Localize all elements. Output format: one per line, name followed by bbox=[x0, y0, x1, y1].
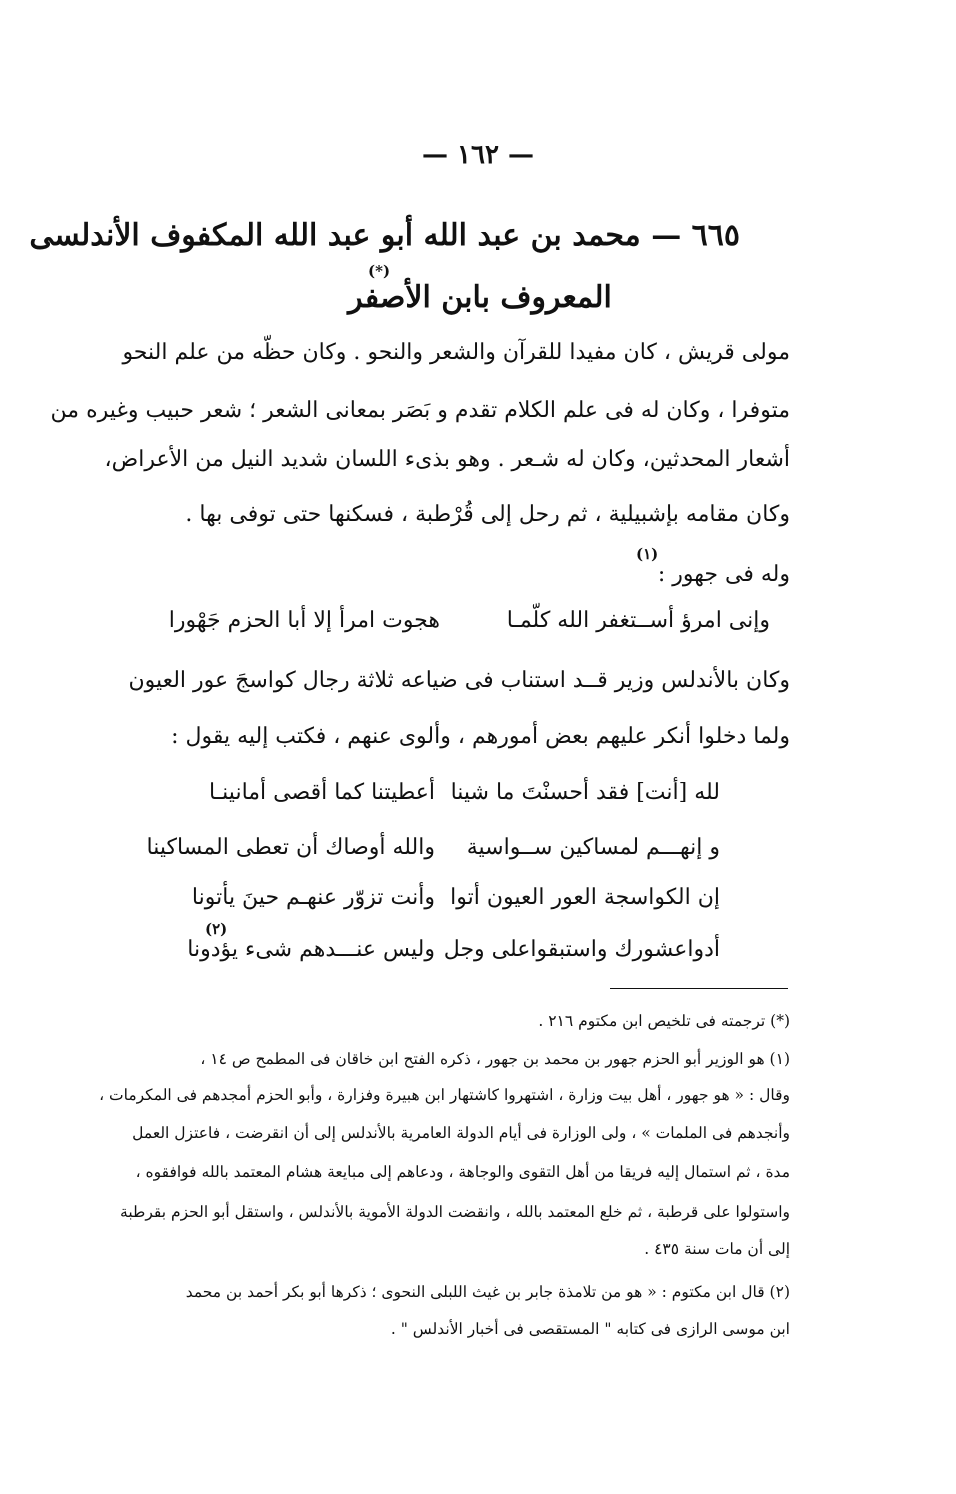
footnote-1-line-6: إلى أن مات سنة ٤٣٥ . bbox=[644, 1240, 790, 1258]
verse-2-right: لله [أنت] فقد أحسنْتَ ما شينا bbox=[450, 780, 720, 805]
footnote-1-line-4: مدة ، ثم استمال إليه فريقا من أهل التقوى والوجاهة ، ودعاهم إلى مبايعة هشام المعتمد بالله فوافقوه ، bbox=[135, 1163, 790, 1181]
poem-intro: وله فى جهور : bbox=[657, 562, 790, 587]
title-footnote-mark: (*) bbox=[368, 262, 391, 280]
body-line-5: وكان بالأندلس وزير قــد استناب فى ضياعه ثلاثة رجال كواسجَ عور العيون bbox=[128, 668, 790, 693]
verse-3-left: والله أوصاك أن تعطى المساكينا bbox=[146, 835, 435, 860]
verse-2-left: أعطيتنا كما أقصى أمانينـا bbox=[209, 780, 435, 805]
footnote-divider bbox=[610, 988, 788, 989]
footnote-1-line-1: (١) هو الوزير أبو الحزم جهور بن محمد بن جهور ، ذكره الفتح ابن خاقان فى المطمح ص ١٤ ، bbox=[200, 1050, 790, 1068]
intro-footnote-mark: (١) bbox=[636, 545, 659, 563]
verse-5-right: أدواعشورك واستبقواعلى وجل bbox=[443, 937, 720, 962]
footnote-star: (*) ترجمته فى تلخيص ابن مكتوم ٢١٦ . bbox=[538, 1012, 790, 1030]
body-line-1: مولى قريش ، كان مفيدا للقرآن والشعر والنحو . وكان حظّه من علم النحو bbox=[122, 340, 790, 365]
body-line-2: متوفرا ، وكان له فى علم الكلام تقدم و بَصَر بمعانى الشعر ؛ شعر حبيب وغيره من bbox=[50, 398, 790, 423]
footnote-2-line-2: ابن موسى الرازى فى كتابه " المستقصى فى أخبار الأندلس " . bbox=[390, 1320, 790, 1338]
footnote-1-line-5: واستولوا على قرطبة ، ثم خلع المعتمد بالله ، وانقضت الدولة الأموية بالأندلس ، واستقل أبو الحزم بقرطبة bbox=[120, 1203, 790, 1221]
verse-4-right: إن الكواسجة العور العيون أتوا bbox=[450, 885, 720, 910]
body-line-4: وكان مقامه بإشبيلية ، ثم رحل إلى قُرْطبة ، فسكنها حتى توفى بها . bbox=[185, 502, 790, 527]
footnote-1-line-3: وأنجدهم فى الملمات » ، ولى الوزارة فى أيام الدولة العامرية بالأندلس إلى أن انقرضت ، فاعتزل العمل bbox=[132, 1124, 790, 1142]
verse-1-right: وإنى امرؤ أســتغفر الله كلّمـا bbox=[506, 608, 770, 633]
verse-1-left: هجوت امرأ إلا أبا الحزم جَهْورا bbox=[168, 608, 440, 633]
page-number: — ١٦٢ — bbox=[421, 140, 535, 170]
body-line-3: أشعار المحدثين، وكان له شـعر . وهو بذىء اللسان شديد النيل من الأعراض، bbox=[104, 447, 790, 472]
entry-subtitle: المعروف بابن الأصفر bbox=[348, 280, 612, 315]
entry-title: ٦٦٥ — محمد بن عبد الله أبو عبد الله المكفوف الأندلسى bbox=[29, 218, 740, 253]
verse-4-left: وأنت تزوّر عنهـم حينَ يأتونا bbox=[191, 885, 435, 910]
verse-3-right: و إنهـــم لمساكين ســواسية bbox=[466, 835, 720, 860]
verse-footnote-mark: (٢) bbox=[205, 920, 228, 938]
body-line-6: ولما دخلوا أنكر عليهم بعض أمورهم ، وألوى عنهم ، فكتب إليه يقول : bbox=[171, 724, 790, 749]
verse-5-left: وليس عنـــدهم شىء يؤدونا bbox=[187, 937, 435, 962]
footnote-2-line-1: (٢) قال ابن مكتوم : « هو من تلامذة جابر بن غيث اللبلى النحوى ؛ ذكرها أبو بكر أحمد بن محمد bbox=[185, 1283, 790, 1301]
footnote-1-line-2: وقال : « هو جهور ، أهل بيت وزارة ، اشتهروا كاشتهار ابن هبيرة وفزارة ، وأبو الحزم أمجدهم فى المكرمات ، bbox=[99, 1086, 790, 1104]
